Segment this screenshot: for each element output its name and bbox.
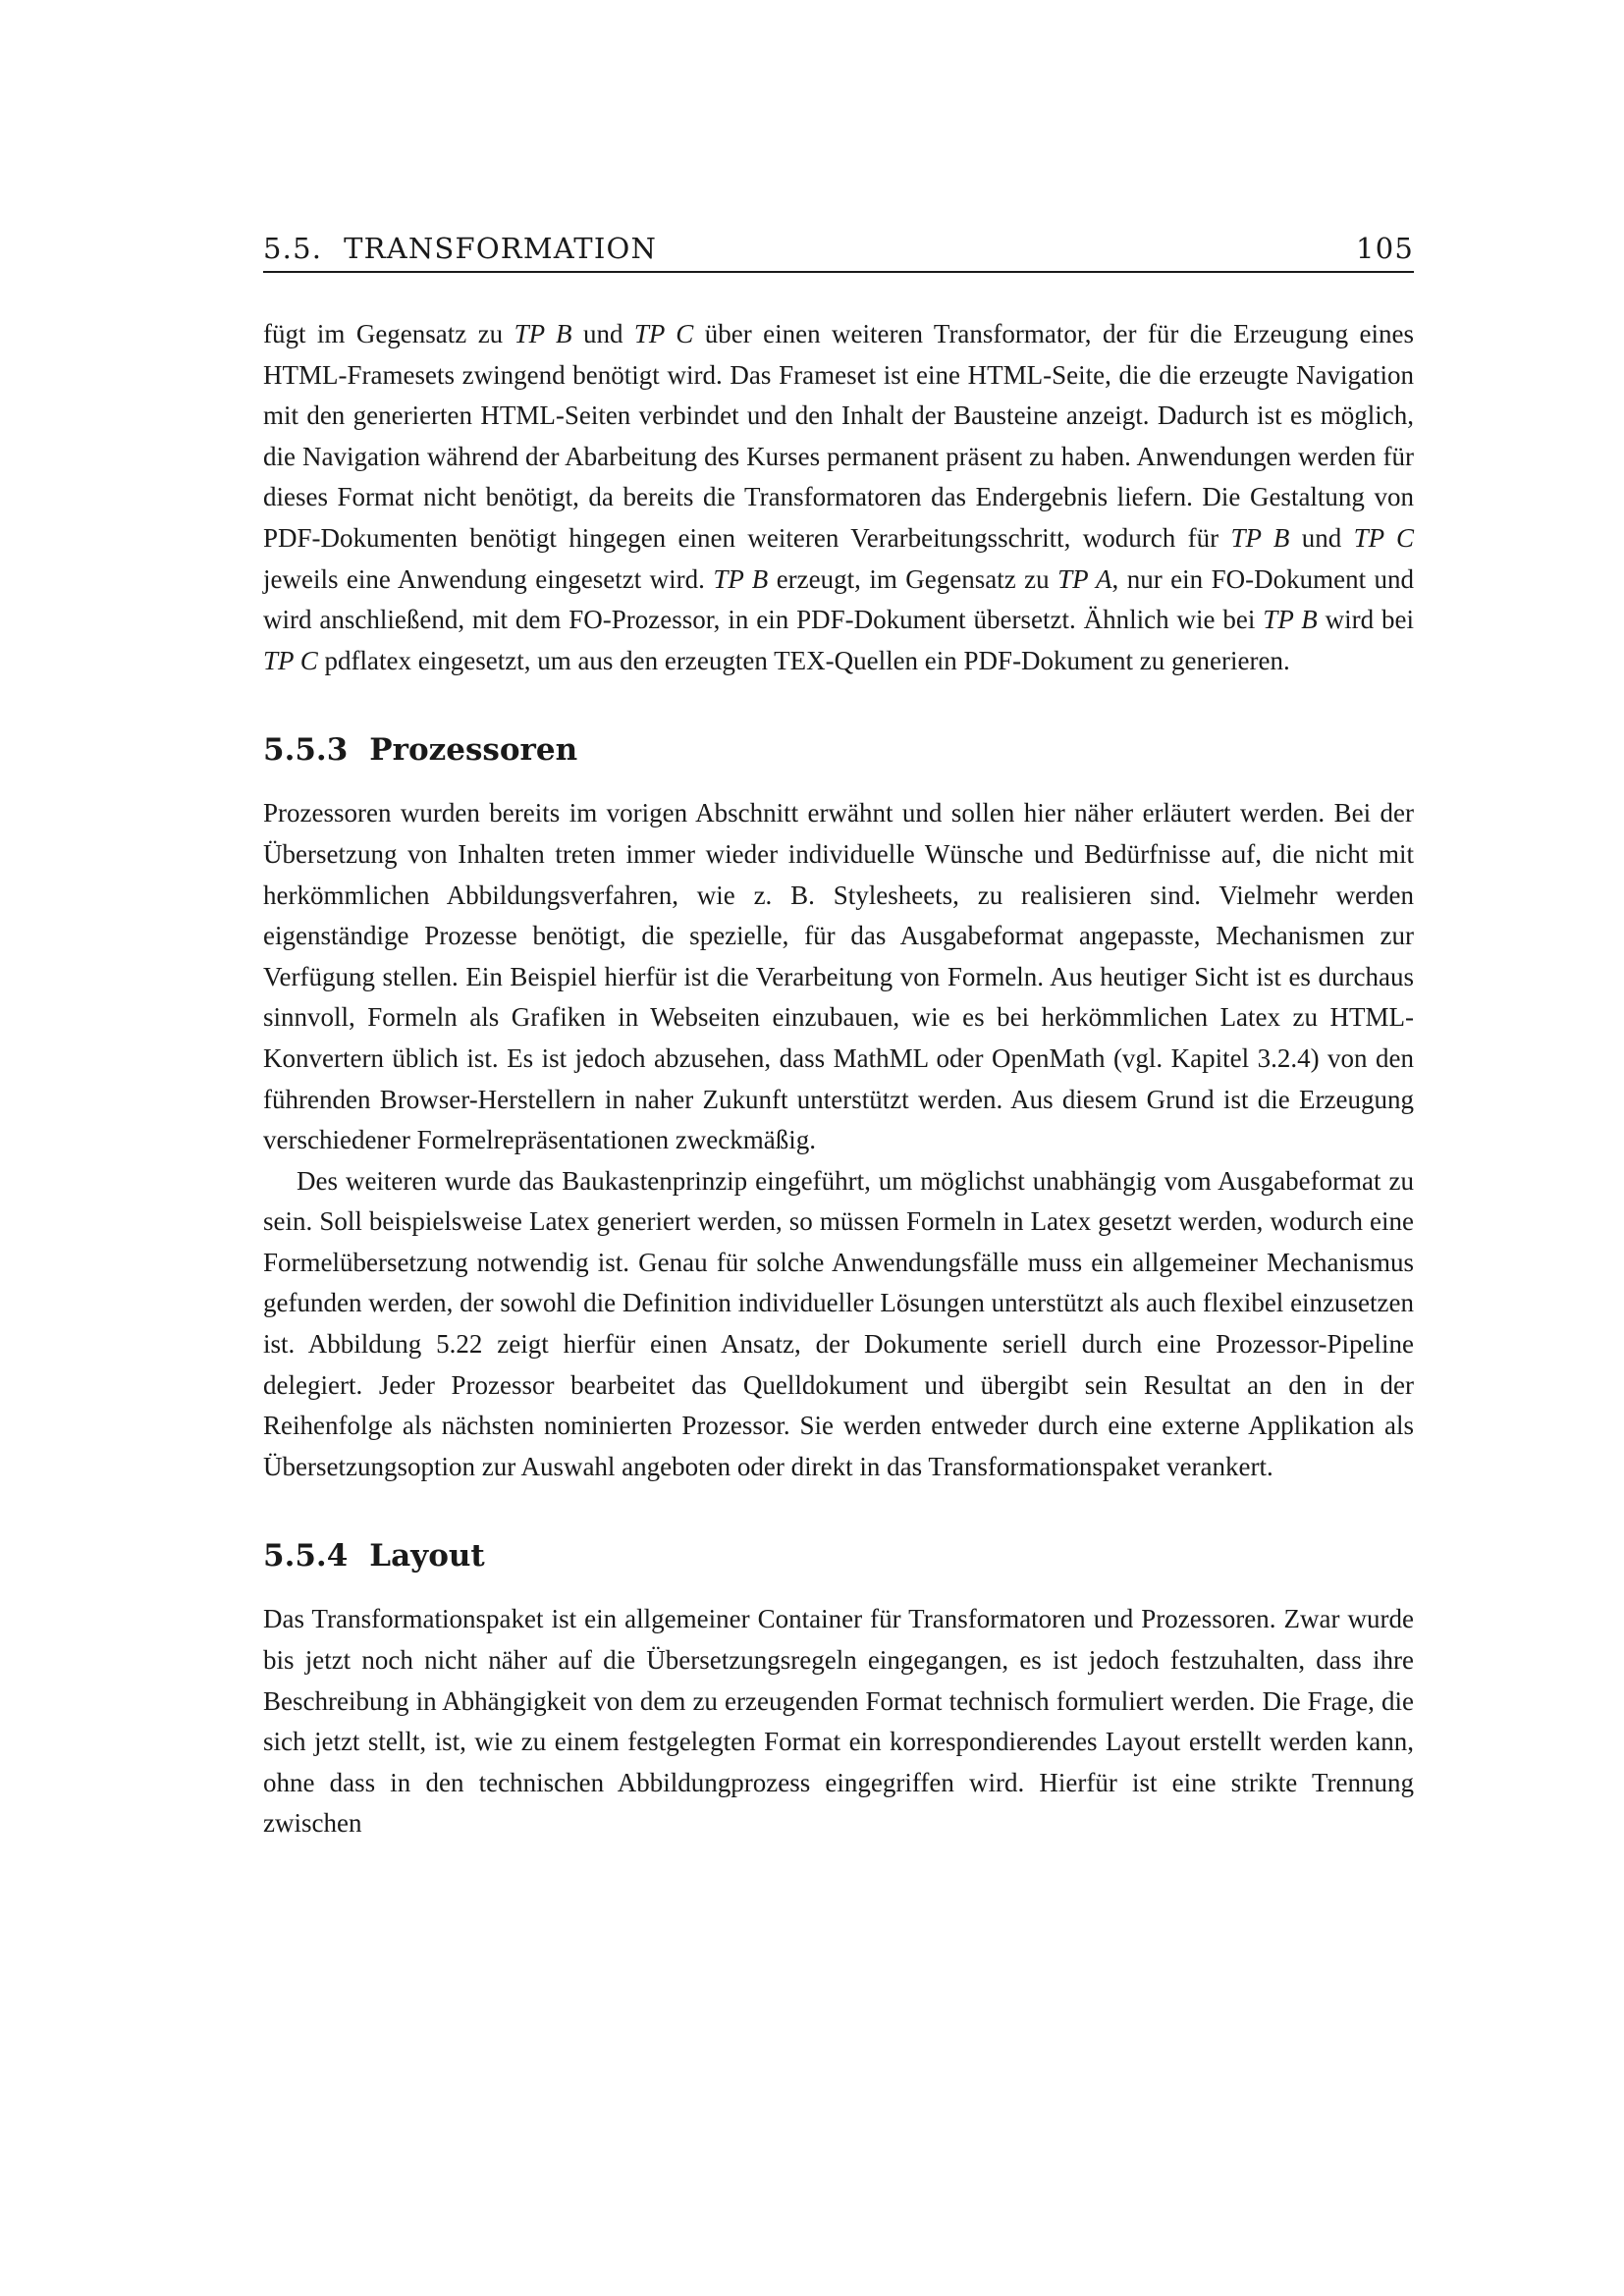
body-text: [263, 314, 1414, 1844]
section-title: TRANSFORMATION: [344, 232, 658, 265]
paragraph-3: Des weiteren wurde das Baukastenprinzip eingeführt, um möglichst unabhängig vom Ausgabeformat zu sein. Soll beispielsweise Latex generiert werden, so müssen Formeln in Latex gesetzt werden, wodurch eine Formelübersetzung notwendig ist. Genau für solche Anwendungsfälle muss ein allgemeiner Mechanismus gefunden werden, der sowohl die Definition individueller Lösungen unterstützt als auch flexibel einzusetzen ist. Abbildung 5.22 zeigt hierfür einen Ansatz, der Dokumente seriell durch eine Prozessor-Pipeline delegiert. Jeder Prozessor bearbeitet das Quelldokument und übergibt sein Resultat an den in der Reihenfolge als nächsten nominierten Prozessor. Sie werden entweder durch eine externe Applikation als Übersetzungsoption zur Auswahl angeboten oder direkt in das Transformationspaket verankert.: [263, 1165, 1414, 1481]
emphasis: TP B: [1263, 605, 1318, 635]
running-head-title: [263, 232, 657, 265]
running-head: [263, 232, 1414, 273]
section-heading-title: Prozessoren: [369, 732, 578, 769]
emphasis: TP A: [1057, 563, 1112, 594]
emphasis: TP C: [633, 319, 694, 348]
emphasis: TP B: [1230, 522, 1290, 553]
text-run: und: [571, 319, 634, 348]
section-number: 5.5.: [263, 232, 323, 265]
emphasis: TP B: [514, 319, 572, 348]
paragraph-2: Prozessoren wurden bereits im vorigen Abschnitt erwähnt und sollen hier näher erläutert werden. Bei der Übersetzung von Inhalten treten immer wieder individuelle Wünsche und Bedürfnisse auf, die nicht mit herkömmlichen Abbildungsverfahren, wie z. B. Stylesheets, zu realisieren sind. Vielmehr werden eigenständige Prozesse benötigt, die spezielle, für das Ausgabeformat angepasste, Mechanismen zur Verfügung stellen. Ein Beispiel hierfür ist die Verarbeitung von Formeln. Aus heutiger Sicht ist es durchaus sinnvoll, Formeln als Grafiken in Webseiten einzubauen, wie es bei herkömmlichen Latex zu HTML-Konvertern üblich ist. Es ist jedoch abzusehen, dass MathML oder OpenMath (vgl. Kapitel 3.2.4) von den führenden Browser-Herstellern in naher Zukunft unterstützt werden. Aus diesem Grund ist die Erzeugung verschiedener Formelrepräsentationen zweckmäßig.: [263, 798, 1414, 1155]
text-run: über einen weiteren Transformator, der für die Erzeugung eines HTML-Framesets zwingend benötigt wird. Das Frameset ist eine HTML-Seite, die die erzeugte Navigation mit den generierten HTML-Seiten verbindet und den Inhalt der Bausteine anzeigt. Dadurch ist es möglich, die Navigation während der Abarbeitung des Kurses permanent präsent zu haben. Anwendungen werden für dieses Format nicht benötigt, da bereits die Transformatoren das Endergebnis liefern. Die Gestaltung von PDF-Dokumenten benötigt hingegen einen weiteren Verarbeitungsschritt, wodurch für: [263, 319, 1415, 553]
paragraph-4: Das Transformationspaket ist ein allgemeiner Container für Transformatoren und Prozessoren. Zwar wurde bis jetzt noch nicht näher auf die Übersetzungsregeln eingegangen, es ist jedoch festzuhalten, dass ihre Beschreibung in Abhängigkeit von dem zu erzeugenden Format technisch formuliert werden. Die Frage, die sich jetzt stellt, ist, wie zu einem festgelegten Format ein korrespondierendes Layout erstellt werden kann, ohne dass in den technischen Abbildungprozess eingegriffen wird. Hierfür ist eine strikte Trennung zwischen: [263, 1604, 1414, 1839]
section-heading-5-5-3: [263, 732, 1414, 768]
page-number: 105: [1356, 232, 1414, 265]
text-run: und: [1289, 522, 1354, 553]
text-run: fügt im Gegensatz zu: [263, 319, 514, 348]
text-run: jeweils eine Anwendung eingesetzt wird.: [263, 563, 714, 594]
page: [263, 232, 1414, 1844]
section-heading-number: 5.5.3: [263, 732, 349, 769]
section-heading-5-5-4: [263, 1538, 1414, 1574]
emphasis: TP B: [713, 563, 769, 594]
text-run: erzeugt, im Gegensatz zu: [768, 563, 1058, 594]
paragraph-1: [263, 314, 1414, 681]
emphasis: TP C: [263, 645, 318, 675]
text-run: wird bei: [1317, 605, 1414, 635]
text-run: , nur ein FO-Dokument und wird anschließend, mit dem FO-Prozessor, in ein PDF-Dokument übersetzt. Ähnlich wie bei: [263, 563, 1415, 635]
section-heading-number: 5.5.4: [263, 1538, 349, 1575]
section-heading-title: Layout: [369, 1538, 485, 1575]
text-run: pdflatex eingesetzt, um aus den erzeugten TEX-Quellen ein PDF-Dokument zu generieren.: [317, 645, 1290, 675]
emphasis: TP C: [1353, 522, 1415, 553]
